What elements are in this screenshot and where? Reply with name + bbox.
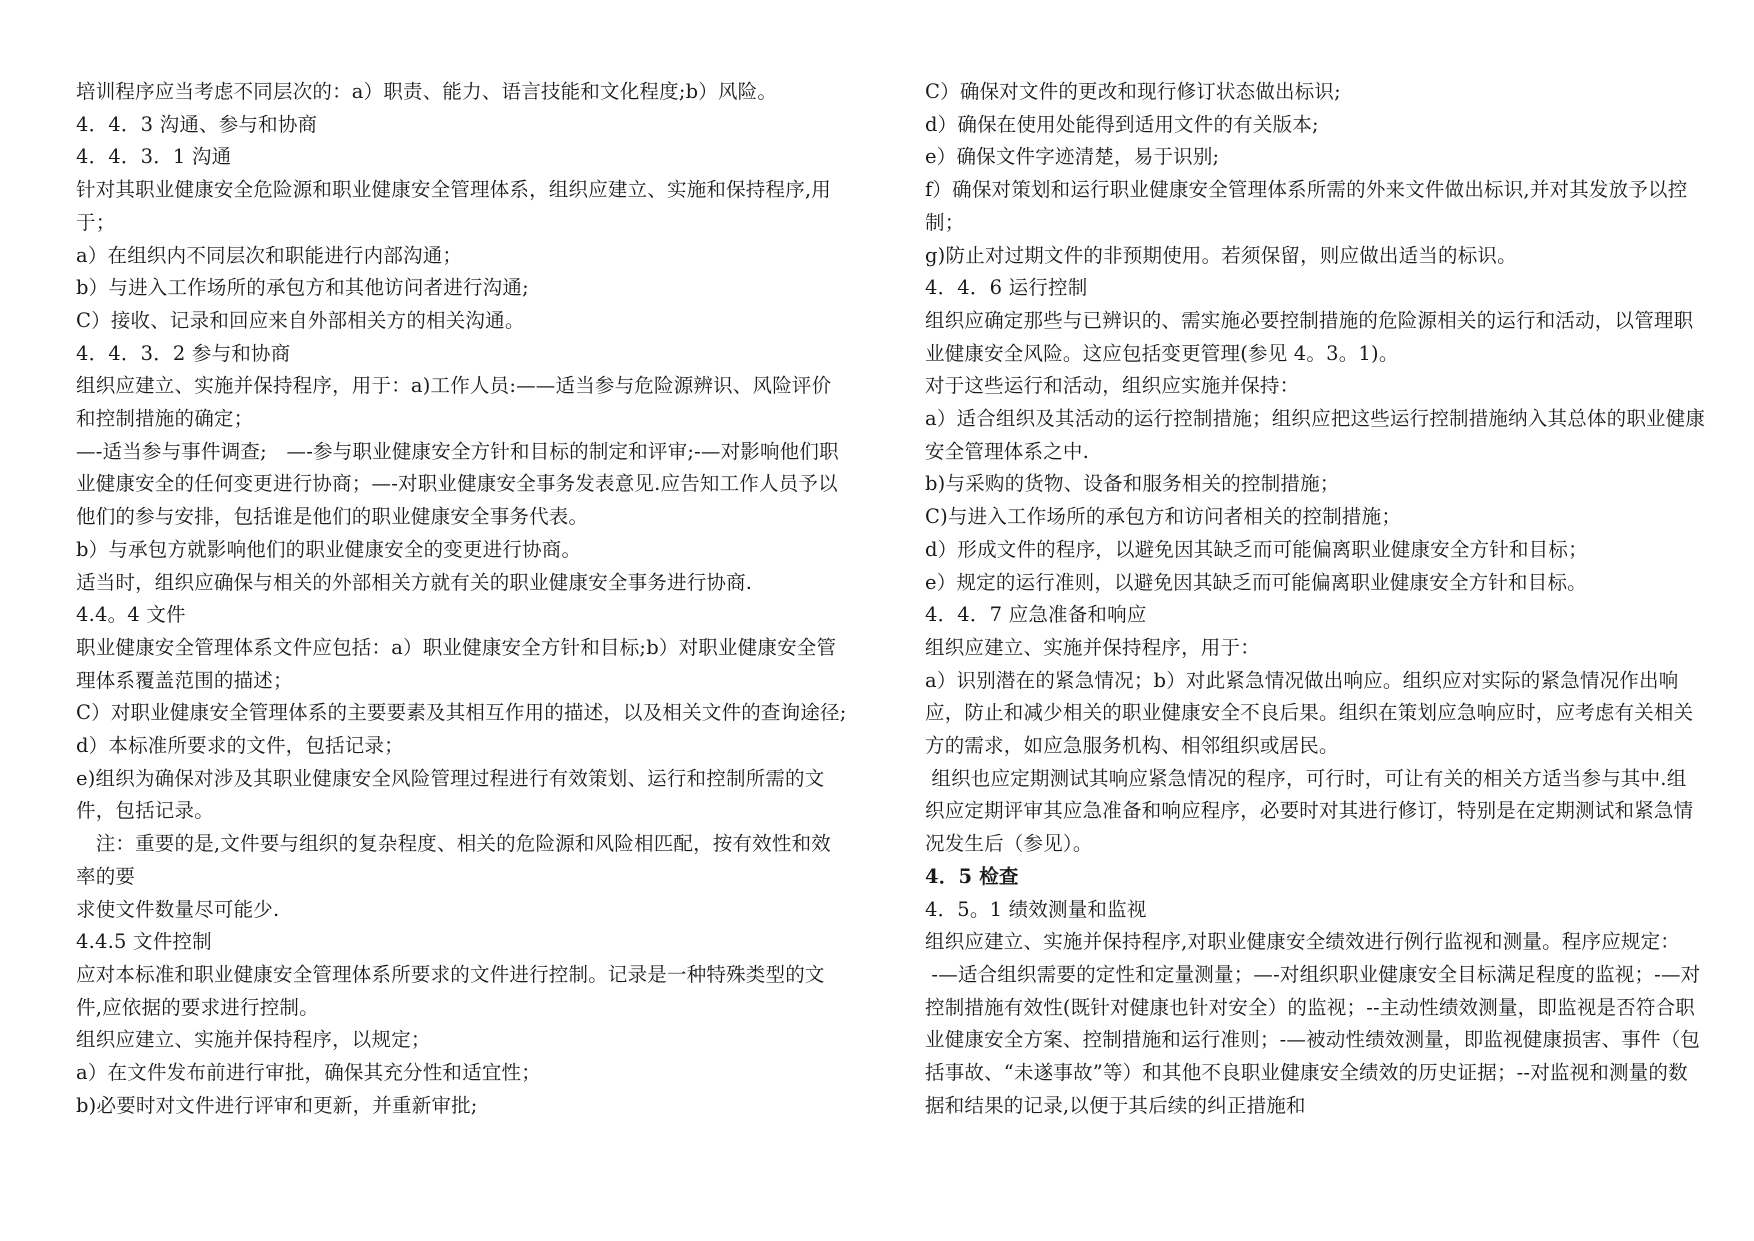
heading-4-5-1: 4．5。1 绩效测量和监视: [925, 897, 1147, 921]
left-column: [76, 76, 850, 1123]
heading-4-4-3-2: 4．4．3．2 参与和协商: [76, 341, 291, 365]
heading-4-4-5: 4.4.5 文件控制: [76, 930, 212, 954]
paragraph-participation-details: —-适当参与事件调查; —-参与职业健康安全方针和目标的制定和评审;-—对影响他们职业健康安全的任何变更进行协商；—-对职业健康安全事务发表意见.应告知工作人员予以他们的参与安排，包括谁是他们的职业健康安全事务代表。: [76, 439, 839, 529]
list-item-purchasing-controls: b)与采购的货物、设备和服务相关的控制措施；: [925, 472, 1340, 496]
list-item-review-update: b)必要时对文件进行评审和更新，并重新审批;: [76, 1093, 478, 1117]
paragraph-participation-intro: 组织应建立、实施并保持程序，用于：a)工作人员:——适当参与危险源辨识、风险评价和控制措施的确定；: [76, 374, 832, 431]
list-item-organization-documents: e)组织为确保对涉及其职业健康安全风险管理过程进行有效策划、运行和控制所需的文件，包括记录。: [76, 766, 825, 823]
paragraph-training: 培训程序应当考虑不同层次的：a）职责、能力、语言技能和文化程度;b）风险。: [76, 80, 778, 103]
list-item-internal-communication: a）在组织内不同层次和职能进行内部沟通；: [76, 243, 463, 267]
list-item-contractor-communication: b）与进入工作场所的承包方和其他访问者进行沟通;: [76, 276, 529, 300]
paragraph-operational-control: 组织应确定那些与已辨识的、需实施必要控制措施的危险源相关的运行和活动，以管理职业健康安全风险。这应包括变更管理(参见 4。3。1)。: [925, 308, 1694, 365]
paragraph-documentation-intro: 职业健康安全管理体系文件应包括：a）职业健康安全方针和目标;b）对职业健康安全管理体系覆盖范围的描述；: [76, 635, 837, 692]
list-item-obsolete-documents: g)防止对过期文件的非预期使用。若须保留，则应做出适当的标识。: [925, 243, 1517, 267]
list-item-available-versions: d）确保在使用处能得到适用文件的有关版本;: [925, 112, 1319, 136]
note-documentation: 注：重要的是,文件要与组织的复杂程度、相关的危险源和风险相匹配，按有效性和效率的要: [76, 832, 831, 888]
right-column: [925, 76, 1706, 1123]
list-item-elements-description: C）对职业健康安全管理体系的主要要素及其相互作用的描述，以及相关文件的查询途径;: [76, 701, 847, 725]
paragraph-performance-measures: -—适合组织需要的定性和定量测量；—-对组织职业健康安全目标满足程度的监视；-—对控制措施有效性(既针对健康也针对安全）的监视；--主动性绩效测量，即监视是否符合职业健康安全方案、控制措施和运行准则；-—被动性绩效测量，即监视健康损害、事件（包括事故、“未遂事故”等）和其他不良职业健康安全绩效的历史证据；--对监视和测量的数据和结果的记录,以便于其后续的纠正措施和: [925, 962, 1701, 1117]
heading-4-4-3-1: 4．4．3．1 沟通: [76, 145, 232, 169]
heading-4-4-7: 4．4．7 应急准备和响应: [925, 603, 1147, 627]
paragraph-operations-intro: 对于这些运行和活动，组织应实施并保持：: [925, 374, 1300, 398]
paragraph-document-control: 应对本标准和职业健康安全管理体系所要求的文件进行控制。记录是一种特殊类型的文件,应依据的要求进行控制。: [76, 962, 825, 1019]
paragraph-emergency-testing: 组织也应定期测试其响应紧急情况的程序，可行时，可让有关的相关方适当参与其中.组织应定期评审其应急准备和响应程序，必要时对其进行修订，特别是在定期测试和紧急情况发生后（参见）。: [925, 766, 1694, 856]
paragraph-external-consultation: 适当时，组织应确保与相关的外部相关方就有关的职业健康安全事务进行协商.: [76, 570, 753, 594]
heading-4-4-4: 4.4。4 文件: [76, 603, 186, 627]
list-item-operating-criteria: e）规定的运行准则，以避免因其缺乏而可能偏离职业健康安全方针和目标。: [925, 570, 1587, 594]
note-documentation-continued: 求使文件数量尽可能少.: [76, 897, 280, 921]
paragraph-procedure-intro: 组织应建立、实施并保持程序，以规定；: [76, 1028, 431, 1052]
list-item-documented-procedures: d）形成文件的程序，以避免因其缺乏而可能偏离职业健康安全方针和目标；: [925, 537, 1588, 561]
list-item-contractor-controls: C)与进入工作场所的承包方和访问者相关的控制措施；: [925, 505, 1402, 529]
list-item-required-documents: d）本标准所要求的文件，包括记录；: [76, 734, 404, 758]
list-item-external-documents: f）确保对策划和运行职业健康安全管理体系所需的外来文件做出标识,并对其发放予以控制；: [925, 178, 1688, 234]
heading-4-4-6: 4．4．6 运行控制: [925, 276, 1088, 300]
paragraph-communication-intro: 针对其职业健康安全危险源和职业健康安全管理体系，组织应建立、实施和保持程序,用于；: [76, 178, 831, 234]
heading-4-5: 4．5 检查: [925, 864, 1019, 888]
list-item-approval: a）在文件发布前进行审批，确保其充分性和适宜性；: [76, 1061, 541, 1085]
list-item-contractor-consultation: b）与承包方就影响他们的职业健康安全的变更进行协商。: [76, 537, 582, 561]
list-item-operational-controls: a）适合组织及其活动的运行控制措施；组织应把这些运行控制措施纳入其总体的职业健康安全管理体系之中.: [925, 407, 1706, 463]
list-item-external-communication: C）接收、记录和回应来自外部相关方的相关沟通。: [76, 308, 525, 332]
heading-4-4-3: 4．4．3 沟通、参与和协商: [76, 112, 318, 136]
list-item-legible: e）确保文件字迹清楚，易于识别;: [925, 145, 1220, 169]
paragraph-emergency-response: a）识别潜在的紧急情况；b）对此紧急情况做出响应。组织应对实际的紧急情况作出响应，防止和减少相关的职业健康安全不良后果。组织在策划应急响应时，应考虑有关相关方的需求，如应急服务机构、相邻组织或居民。: [925, 668, 1694, 758]
paragraph-performance-intro: 组织应建立、实施并保持程序,对职业健康安全绩效进行例行监视和测量。程序应规定：: [925, 930, 1680, 954]
paragraph-emergency-intro: 组织应建立、实施并保持程序，用于：: [925, 635, 1260, 659]
list-item-change-identification: C）确保对文件的更改和现行修订状态做出标识;: [925, 80, 1341, 103]
